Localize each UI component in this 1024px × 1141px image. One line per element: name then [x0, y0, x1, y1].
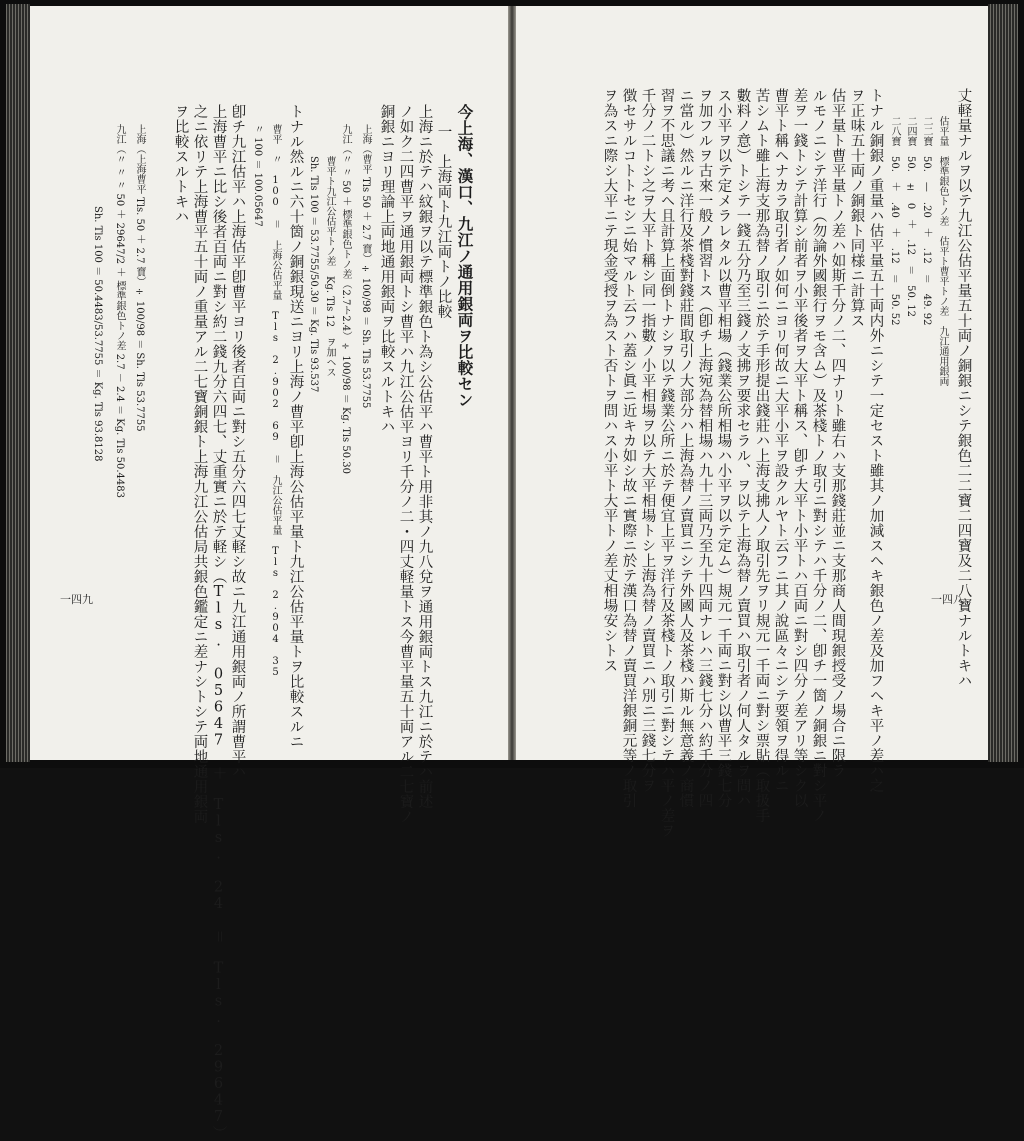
page-stack-right: [988, 4, 1018, 762]
book-gutter: [508, 6, 516, 760]
table-row: 二二寶 50. — .20 ＋ .12 ＝ 49. 92: [921, 116, 932, 326]
formula-line: Sh. Tls 100 ＝ 53.7755/50.30 ＝ Kg. Tls 93.537: [308, 156, 319, 393]
section-heading: 今上海、漢口、九江ノ通用銀両ヲ比較セン: [455, 104, 475, 408]
text-line: 上海ニ於テハ紋銀ヲ以テ標準銀色ト為シ公估平ハ曹平ト用非其ノ九八兌ヲ通用銀両トス九江ニ於テハ前述: [416, 104, 433, 809]
text-line: ルモノニシテ洋行（勿論外國銀行ヲモ含ム）及茶棧トノ取引ニ對シテハ千分ノ二、卽チ一箇ノ銅銀ニ對シ平ノ: [810, 88, 827, 823]
text-line: 銅銀ニヨリ理論上両地通用銀両ヲ比較スルトキハ: [378, 104, 395, 434]
text-line: 差ヲ一錢トシテ計算シ前者ヲ小平後者ヲ大平ト稱ス、卽チ大平ト小平トハ百両ニ對シ四分ノ差アリ等シク以: [791, 88, 808, 808]
text-line: トナル然ルニ六十箇ノ銅銀現送ニヨリ上海ノ曹平卽上海公估平量ト九江公估平量トヲ比較スルニ: [287, 104, 304, 749]
subsection-title: 一 上海両ト九江両トノ比較: [435, 124, 452, 319]
formula-line: 上海（曹平 Tls 50 ＋ 2.7 寶）÷ 100/98 ＝ Sh. Tls 53.7755: [360, 124, 371, 409]
text-line: 徴セサルコトトセシニ始マルト云フハ蓋シ眞ニ近キカ如シ故ニ實際ニ於テ漢口為替ノ賣買洋銀銅元等ノ取引: [620, 88, 637, 808]
text-line: 上海曹平ニ比シ後者百両ニ對シ約二錢九分六四七、丈重實ニ於テ軽シ（Tls. 05647 ＋ Tls. 24 ＝ Tls. 29647）: [210, 104, 227, 1141]
text-line: ヲ比較スルトキハ: [172, 104, 189, 224]
text-line: ヲ為スニ際シ大平ニテ現金受授ヲ為スト否トヲ問ハス小平ト大平トノ差丈相場安シトス: [601, 88, 618, 673]
text-line: 估平量ト曹平量トノ差ハ如斯千分ノ二、四ナリト雖右ハ支那錢莊並ニ支那商人間現銀授受ノ場合ニ限ラ: [829, 88, 846, 778]
text-line: 千分ノ二トシ之ヲ大平ト稱シ同一指數ノ小平相場ヲ以テ大平相場トシ上海為替ノ賣買ニハ別ニ三錢七分ヲ: [639, 88, 656, 793]
text-line: 丈軽量ナルヲ以テ九江公估平量五十両ノ銅銀ニシテ銀色二二寶二四寶及二八寶ナルトキハ: [955, 88, 972, 688]
page-stack-left: [6, 4, 30, 762]
text-line: ニ當ル）然ルニ洋行及茶棧對錢莊間取引ノ大部分ハ上海為替ノ賣買ニシテ外國人及茶棧ハ斯ル無意義ノ商慣: [677, 88, 694, 808]
left-page: [30, 6, 508, 1141]
text-line: ヲ加フルヲ古來一般ノ慣習トス（卽チ上海宛為替相場ハ九十三両乃至九十四両ナレハ三錢七分ハ約千分ノ四: [696, 88, 713, 808]
table-row: 二八寶 50. ＋ .40 ＋ .12 ＝ 50. 52: [889, 116, 900, 326]
text-line: ス小平ヲ以テ定メラレタル以曹平相場（錢業公所相場ハ小平ヲ以テ定ム）規元一千両ニ對シ以曹平三錢七分: [715, 88, 732, 808]
formula-line: Sh. Tls 100 ＝ 50.4483/53.7755 ＝ Kg. Tls 93.8128: [92, 206, 103, 462]
table-row: 〃 100 ＝ 100.05647: [252, 124, 263, 227]
table-header-row: 曹平 〃 100 ＝ 上海公估平量 Tls 2.902 69 ＝ 九江公估平量 Tls 2.904 35: [270, 124, 281, 678]
table-header-row: 估平量 標準銀色トノ差 估平ト曹平トノ差 九江通用銀両: [937, 116, 948, 386]
text-line: 數料ノ意）トシテ一錢五分乃至三錢ノ支拂ヲ要求セラル、ヲ以テ上海為替ノ賣買ハ取引者ノ何人タルヲ問ハ: [734, 88, 751, 808]
page-number: 一四九: [60, 593, 93, 606]
text-line: トナル銅銀ノ重量ハ估平量五十両内外ニシテ一定セスト雖其ノ加減スヘキ銀色ノ差及加フヘキ平ノ差ハ之: [867, 88, 884, 793]
text-line: 習ヲ不思議ニ考ヘ且計算上面倒トナシヲ以テ錢業公所ニ於テ便宜上平ヲ洋行及茶棧トノ取引ニ對シテハ平ノ差ヲ: [658, 88, 675, 838]
text-line: ヲ正味五十両ノ銅銀ト同様ニ計算ス: [848, 88, 865, 328]
formula-line: 九江（〃 〃 50 ＋ 標準銀色トノ差（2.7ト2.4）÷ 100/98 ＝ Kg. Tls 50.30: [340, 124, 351, 474]
formula-line: 上海（上海曹平 Tls. 50 ＋ 2.7 寶）÷ 100/98 ＝ Sh. Tls 53.7755: [134, 124, 145, 432]
text-line: 卽チ九江估平ハ上海估平卽曹平ヨリ後者百両ニ對シ五分六四七丈軽シ故ニ九江通用銀両ノ所謂曹平ハ: [229, 104, 246, 779]
table-row: 二四寶 50. ± 0 ＋ .12 ＝ 50. 12: [905, 116, 916, 317]
text-line: 苦シムト雖上海支那為替ノ取引ニ於テ手形提出錢莊ハ上海支拂人ノ取引先ヲリ規元一千両ニ對シ票貼（取扱手: [753, 88, 770, 823]
text-line: ノ如ク二四曹平ヲ通用銀両トシ曹平ハ九江公估平ヨリ千分ノ二・四丈軽量トス今曹平量五十両アル二七寶ノ: [397, 104, 414, 824]
text-line: 之ニ依リテ上海曹平五十両ノ重量アル二七寶銅銀ト上海九江公估局共銀色鑑定ニ差ナシトシテ両地通用銀両: [191, 104, 208, 824]
formula-line: 曹平ト九江公估平トノ差 Kg. Tls 12 ヲ加ヘス: [324, 156, 335, 378]
formula-line: 九江（〃 〃 〃 50 ＋ 29647/2 ＋ 標準銀色トノ差 2.7 － 2.4 ＝ Kg. Tls 50.4483: [114, 124, 125, 498]
right-page: [516, 6, 988, 838]
text-line: 曹平ト稱ヘナカラ取引者ノ如何ニヨリ何故ニ大平小平ヲ設クルヤト云フニ其ノ說區々ニシテ要領ヲ得ルニ: [772, 88, 789, 793]
page-number: 一四八: [931, 593, 964, 606]
